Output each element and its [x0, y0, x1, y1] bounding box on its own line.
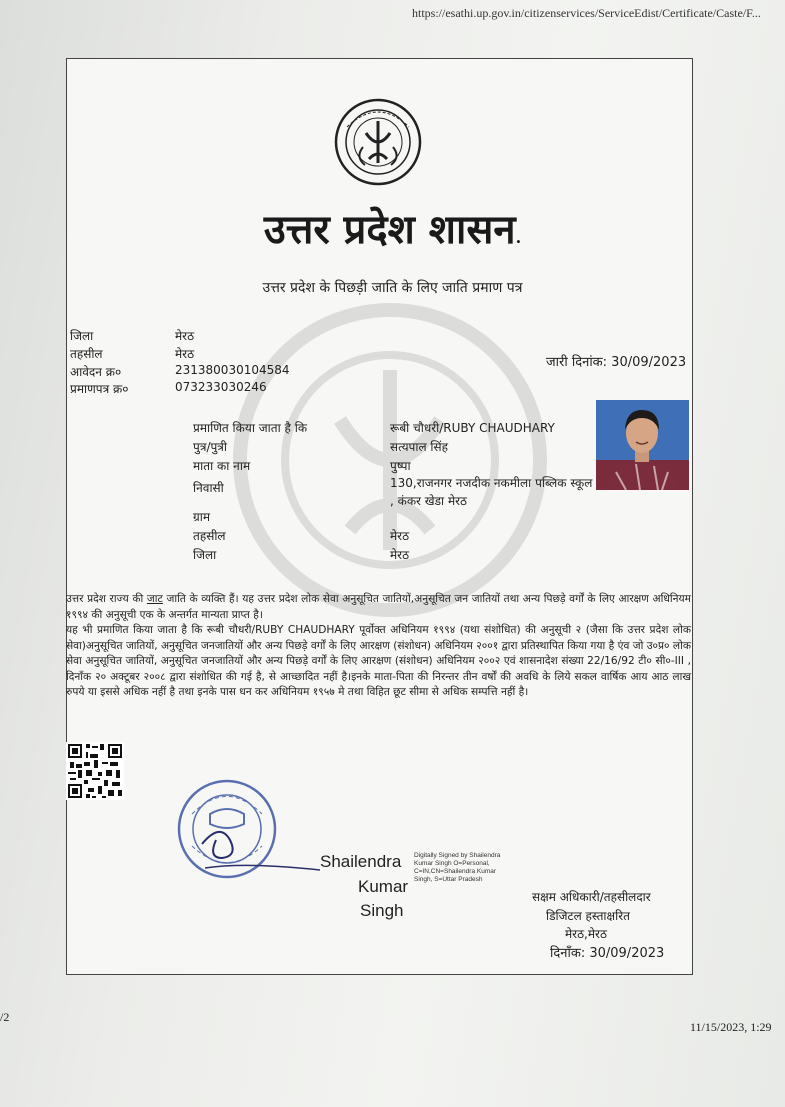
- browser-url: https://esathi.up.gov.in/citizenservices/ServiceEdist/Certificate/Caste/F...: [412, 6, 761, 20]
- applicant-photo: [596, 400, 689, 490]
- certificate-subtitle: उत्तर प्रदेश के पिछड़ी जाति के लिए जाति प्रमाण पत्र: [262, 280, 523, 296]
- up-government-seal: [333, 97, 423, 187]
- tehsil-value: मेरठ: [175, 347, 195, 361]
- application-number-label: आवेदन क्र०: [70, 365, 122, 379]
- village-label: ग्राम: [193, 510, 211, 524]
- digitally-signed-label: डिजिटल हस्ताक्षरित: [546, 909, 630, 923]
- parent-label: पुत्र/पुत्री: [193, 440, 228, 454]
- signer-name-line3: Singh: [360, 901, 404, 920]
- tehsil-label: तहसील: [70, 347, 103, 361]
- signer-name-line1: Shailendra: [320, 852, 402, 871]
- officer-date: दिनाँक: 30/09/2023: [550, 946, 665, 961]
- certify-district-value: मेरठ: [390, 548, 410, 562]
- certify-tehsil-value: मेरठ: [390, 529, 410, 543]
- mother-name: पुष्पा: [390, 459, 411, 473]
- certificate-number-label: प्रमाणपत्र क्र०: [70, 382, 129, 396]
- certify-tehsil-label: तहसील: [193, 529, 226, 543]
- document-title: उत्तर प्रदेश शासन.: [263, 206, 522, 253]
- qr-code[interactable]: [66, 742, 124, 800]
- resident-label: निवासी: [193, 481, 224, 495]
- caste-name: जाट: [146, 593, 163, 605]
- certificate-number-value: 073233030246: [175, 380, 267, 394]
- page-marker: /2: [0, 1010, 10, 1024]
- district-value: मेरठ: [175, 329, 195, 343]
- signer-name-line2: Kumar: [358, 877, 409, 896]
- parent-name: सत्यपाल सिंह: [390, 440, 449, 454]
- print-timestamp: 11/15/2023, 1:29: [690, 1020, 772, 1034]
- district-label: जिला: [70, 329, 94, 343]
- applicant-name: रूबी चौधरी/RUBY CHAUDHARY: [390, 421, 555, 435]
- paragraph-income-statement: यह भी प्रमाणित किया जाता है कि रूबी चौधरी/RUBY CHAUDHARY पूर्वोक्त अधिनियम १९९४ (यथा संशोधित) की अनुसूची २ (जैसा कि उत्तर प्रदेश लोक सेवा)अनुसूचित जातियों, अनुसूचित जनजातियों और अन्य पिछड़े वर्गों के लिए आरक्षण (संशोधन) अधिनियम २००१ द्वारा प्रतिस्थापित किया गया है एंव जो उ०प्र० लोक सेवा अनुसूचित जातियों, अनुसूचित जनजातियों और अन्य पिछड़े वर्गों के लिए आरक्षण (संशोधन) अधिनियम २००२ एवं शासनादेश संख्या 22/16/92 टी० सी०-III , दिनाँक २० अक्टूबर २००८ द्वारा संशोधित की गई है, से आच्छादित नहीं है।इनके माता-पिता की निरन्तर तीन वर्षों की अवधि के लिये सकल वार्षिक आय आठ लाख रुपये या इससे अधिक नहीं है तथा इनके पास धन कर अधिनियम १९५७ मे तथा विहित छूट सीमा से अधिक सम्पत्ति नहीं है।: [66, 624, 691, 698]
- application-number-value: 231380030104584: [175, 363, 290, 377]
- officer-title: सक्षम अधिकारी/तहसीलदार: [532, 890, 651, 904]
- certify-district-label: जिला: [193, 548, 217, 562]
- mother-label: माता का नाम: [193, 459, 251, 473]
- issue-date: जारी दिनांक: 30/09/2023: [546, 355, 687, 370]
- officer-place: मेरठ,मेरठ: [565, 927, 607, 941]
- signature-stroke: [205, 858, 320, 878]
- resident-address: 130,राजनगर नजदीक नकमीला पब्लिक स्कूल , कंकर खेडा मेरठ: [390, 476, 593, 508]
- paragraph-caste-statement: उत्तर प्रदेश राज्य की जाट जाति के व्यक्ति हैं। यह उत्तर प्रदेश लोक सेवा अनुसूचित जातियों,अनुसूचित जन जातियों तथा अन्य पिछड़े वर्गों के लिए आरक्षण अधिनियम १९९४ की अनुसूची एक के अन्तर्गत मान्यता प्राप्त है।: [66, 593, 691, 621]
- digital-signature-details: Digitally Signed by Shailendra Kumar Singh O=Personal, C=IN,CN=Shailendra Kumar Singh, S=Uttar Pradesh: [414, 852, 501, 883]
- certify-intro-label: प्रमाणित किया जाता है कि: [193, 421, 308, 435]
- certificate-body: [66, 592, 691, 701]
